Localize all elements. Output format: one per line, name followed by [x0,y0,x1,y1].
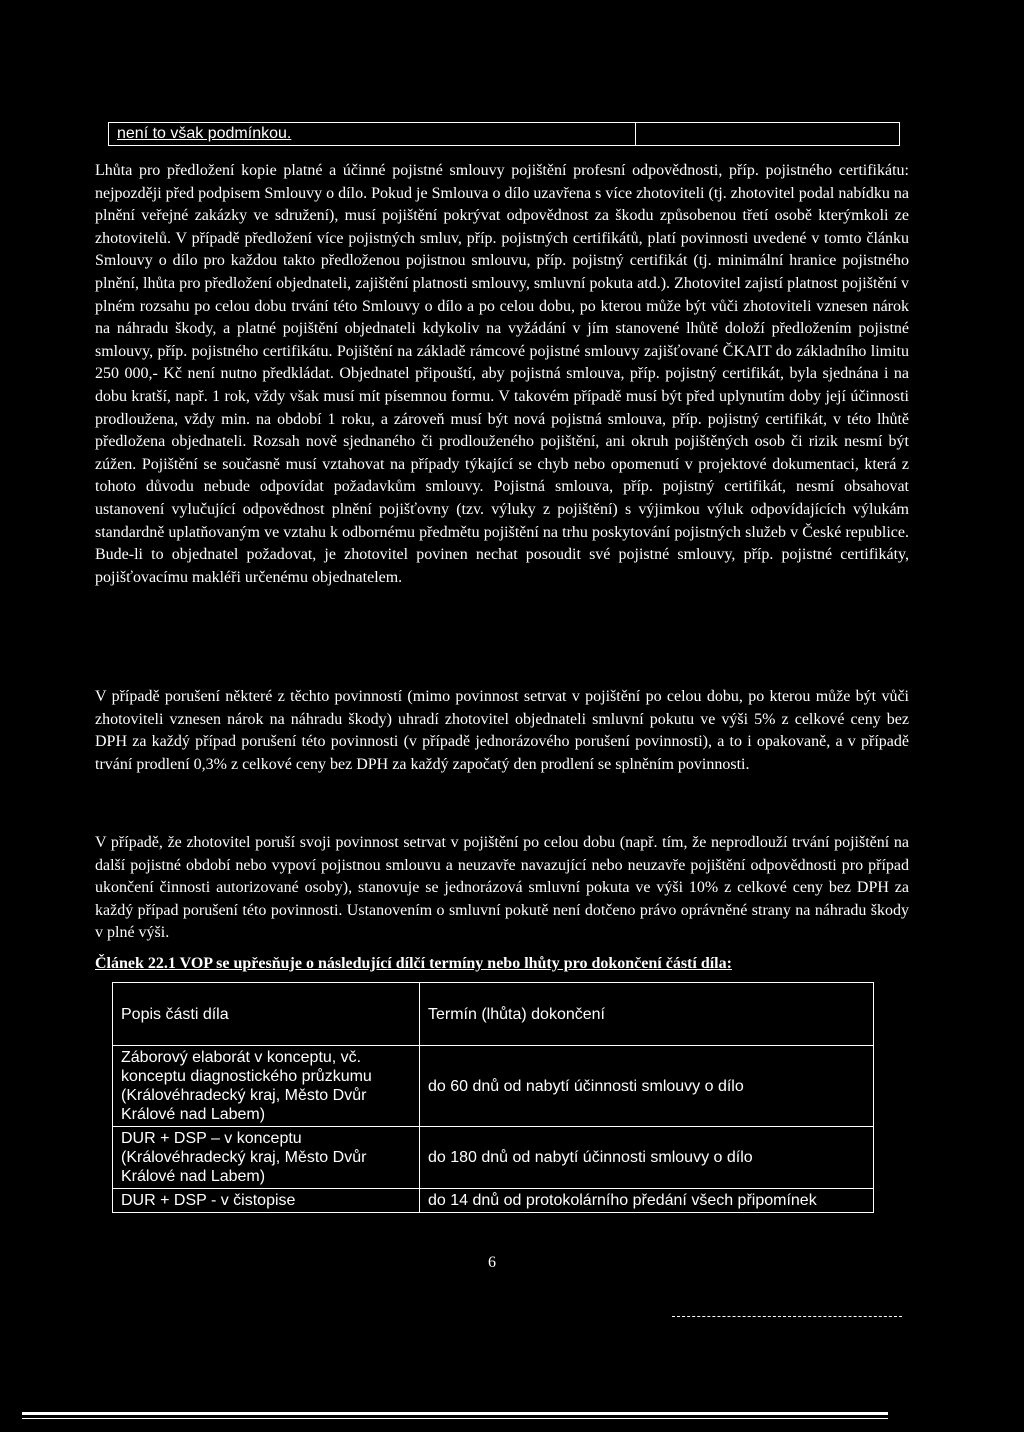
part-description-cell: Záborový elaborát v konceptu, vč. konceptu diagnostického průzkumu (Královéhradecký kraj, Město Dvůr Králové nad Labem) [113,1046,420,1127]
table-row [113,1189,874,1213]
page-number: 6 [488,1254,496,1271]
table-header-row [113,983,874,1046]
header-part-description: Popis části díla [113,983,420,1046]
continuation-text: není to však podmínkou. [117,125,292,142]
table-row [113,1127,874,1189]
deadline-cell: do 14 dnů od protokolárního předání všech připomínek [420,1189,874,1213]
deadline-cell: do 180 dnů od nabytí účinnosti smlouvy o dílo [420,1127,874,1189]
part-description-cell: DUR + DSP - v čistopise [113,1189,420,1213]
footer-dashes [672,1316,902,1319]
table-row [113,1046,874,1127]
part-description-cell: DUR + DSP – v konceptu (Královéhradecký kraj, Město Dvůr Králové nad Labem) [113,1127,420,1189]
penalty-paragraph: V případě porušení některé z těchto povinností (mimo povinnost setrvat v pojištění po celou dobu, po kterou může být vůči zhotoviteli vznesen nárok na náhradu škody) uhradí zhotovitel objednateli smluvní pokutu ve výši 5% z celkové ceny bez DPH za každý případ porušení této povinnosti (v případě jednorázového porušení povinnosti), a to i opakovaně, a v případě trvání prodlení 0,3% z celkové ceny bez DPH za každý započatý den prodlení se splněním povinnosti. [95,688,909,773]
deadline-cell: do 60 dnů od nabytí účinnosti smlouvy o dílo [420,1046,874,1127]
article-heading: Článek 22.1 VOP se upřesňuje o následující dílčí termíny nebo lhůty pro dokončení částí díla: [95,955,732,972]
table-divider [635,123,636,145]
scan-edge-line-thin [22,1418,888,1419]
insurance-penalty-paragraph: V případě, že zhotovitel poruší svoji povinnost setrvat v pojištění po celou dobu (např. tím, že neprodlouží trvání pojištění na další pojistné období nebo vypoví pojistnou smlouvu a neuzavře navazující nebo neuzavře pojištění odpovědnosti pro případ ukončení činnosti autorizované osoby), stanovuje se jednorázová smluvní pokuta ve výši 10% z celkové ceny bez DPH za každý případ porušení této povinnosti. Ustanovením o smluvní pokutě není dotčeno právo oprávněné strany na náhradu škody v plné výši. [95,834,909,942]
insurance-paragraph: Lhůta pro předložení kopie platné a účinné pojistné smlouvy pojištění profesní odpovědnosti, příp. pojistného certifikátu: nejpozději před podpisem Smlouvy o dílo. Pokud je Smlouva o dílo uzavřena s více zhotoviteli (tj. zhotovitel podal nabídku na plnění veřejné zakázky ve sdružení), musí pojištění pokrývat odpovědnost za škodu způsobenou třetí osobě kterýmkoli ze zhotovitelů. V případě předložení více pojistných smluv, příp. pojistných certifikátů, platí povinnosti uvedené v tomto článku Smlouvy o dílo pro každou takto předloženou pojistnou smlouvu, příp. pojistný certifikát (tj. minimální hranice pojistného plnění, lhůta pro předložení objednateli, zajištění platnosti smlouvy, smluvní pokuta atd.). Zhotovitel zajistí platnost pojištění v plném rozsahu po celou dobu trvání této Smlouvy o dílo a po celou dobu, po kterou může být vůči zhotoviteli vznesen nárok na náhradu škody, a platné pojištění objednateli kdykoliv na vyžádání v jím stanovené lhůtě doloží předložením pojistné smlouvy, příp. pojistného certifikátu. Pojištění na základě rámcové pojistné smlouvy zajišťované ČKAIT do základního limitu 250 000,- Kč není nutno předkládat. Objednatel připouští, aby pojistná smlouva, příp. pojistný certifikát, byla sjednána i na dobu kratší, např. 1 rok, vždy však musí mít písemnou formu. V takovém případě musí být před uplynutím doby její účinnosti prodloužena, vždy min. na období 1 roku, a zároveň musí být nová pojistná smlouva, příp. pojistný certifikát, v této lhůtě předložena objednateli. Rozsah nově sjednaného či prodlouženého pojištění, ani okruh pojištěných osob či rizik nesmí být zúžen. Pojištění se současně musí vztahovat na případy týkající se chyb nebo opomenutí v projektové dokumentaci, která z tohoto důvodu nebude odpovídat požadavkům smlouvy. Pojistná smlouva, příp. pojistný certifikát, nesmí obsahovat ustanovení vylučující odpovědnost plnění pojišťovny (tzv. výluky z pojištění) s výjimkou výluk odpovídajících výlukám standardně uplatňovaným ve vztahu k odbornému předmětu pojištění na trhu poskytování pojistných služeb v České republice. Bude-li to objednatel požadovat, je zhotovitel povinen nechat posoudit své pojistné smlouvy, příp. pojistné certifikáty, pojišťovacímu makléři určenému objednatelem. [95,162,909,586]
deadlines-table [112,982,874,1213]
header-deadline: Termín (lhůta) dokončení [420,983,874,1046]
scan-edge-line [22,1412,888,1415]
continuation-table-row [108,122,900,146]
